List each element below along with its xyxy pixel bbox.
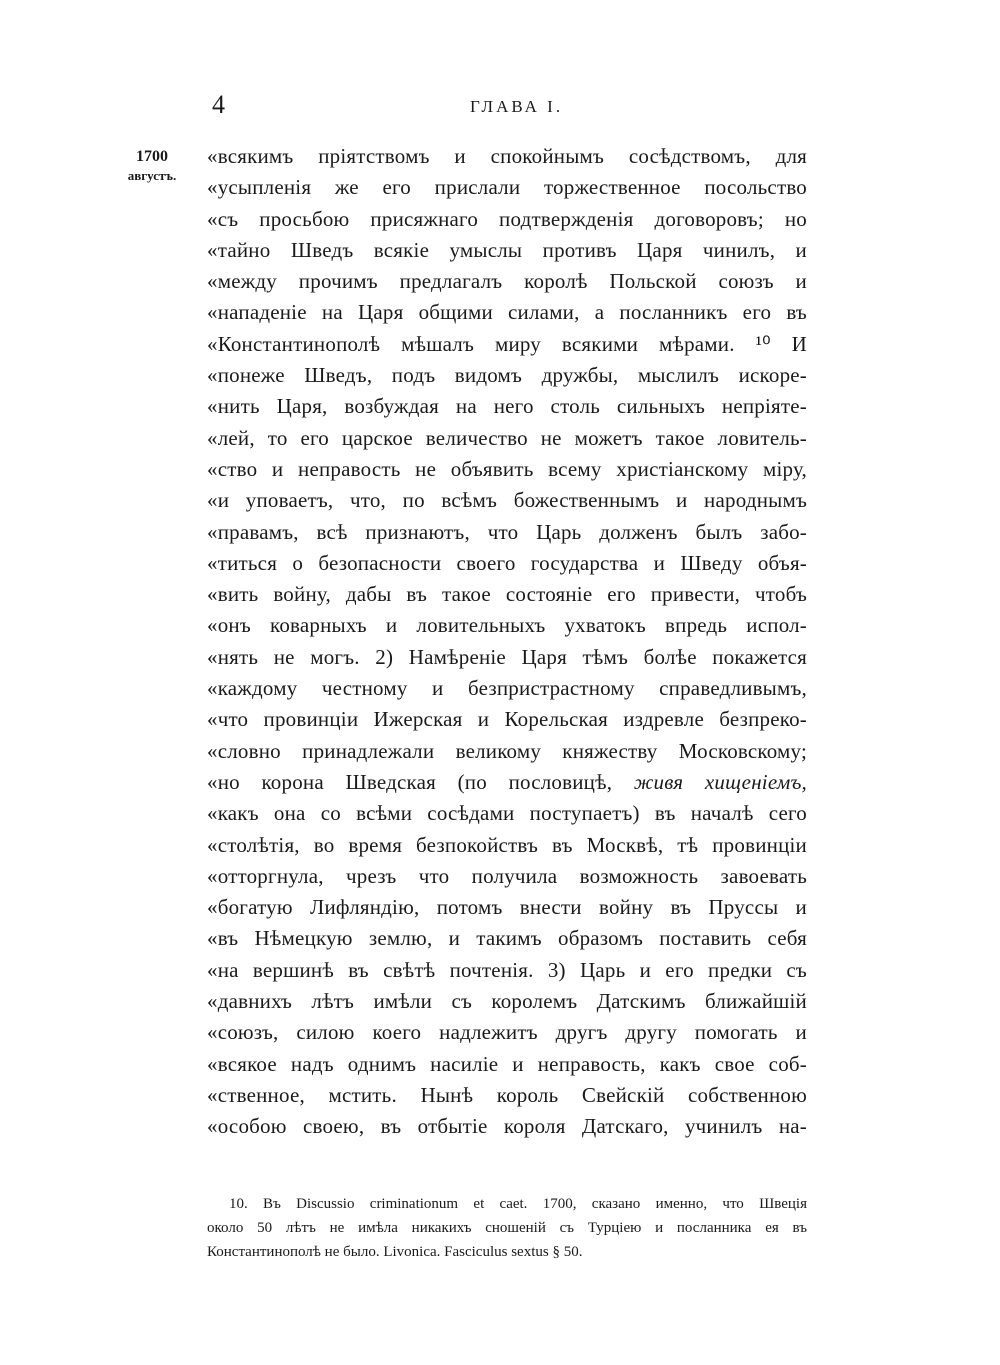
margin-date-note <box>112 147 192 185</box>
footnote-line: Константинополѣ не было. Livonica. Fasciculus sextus § 50. <box>207 1244 583 1260</box>
text-line: «богатую Лифляндію, потомъ внести войну въ Пруссы и <box>207 895 807 920</box>
text-line: «нять не могъ. 2) Намѣреніе Царя тѣмъ болѣе покажется <box>207 644 807 669</box>
text-line: «въ Нѣмецкую землю, и такимъ образомъ поставить себя <box>207 926 807 951</box>
footnote-line: около 50 лѣтъ не имѣла никакихъ сношеній съ Турціею и посланника ея въ <box>207 1220 807 1236</box>
text-line-start: «но корона Шведская (по пословицѣ, <box>207 769 613 794</box>
footnote-line: 10. Въ Discussio criminationum et caet. 1700, сказано именно, что Швеція <box>229 1196 807 1212</box>
text-line: «каждому честному и безпристрастному справедливымъ, <box>207 676 807 701</box>
text-line: «нападеніе на Царя общими силами, а посланникъ его въ <box>207 300 807 325</box>
text-line: «нить Царя, возбуждая на него столь сильныхъ непріяте- <box>207 394 807 419</box>
text-line: «и уповаетъ, что, по всѣмъ божественнымъ и народнымъ <box>207 488 807 513</box>
text-line: «какъ она со всѣми сосѣдами поступаетъ) въ началѣ сего <box>207 801 807 826</box>
text-line: «вить войну, дабы въ такое состояніе его привести, чтобъ <box>207 582 807 607</box>
text-line: «усыпленія же его прислали торжественное посольство <box>207 175 807 200</box>
text-line: «отторгнула, чрезъ что получила возможность завоевать <box>207 863 807 888</box>
text-line: «правамъ, всѣ признаютъ, что Царь долженъ былъ забо- <box>207 519 807 544</box>
text-line: «словно принадлежали великому княжеству Московскому; <box>207 738 807 763</box>
text-line: «особою своею, въ отбытіе короля Датскаго, учинилъ на- <box>207 1114 807 1139</box>
text-line: «онъ коварныхъ и ловительныхъ ухватокъ впредь испол- <box>207 613 807 638</box>
text-line: «что провинціи Ижерская и Корельская издревле безпреко- <box>207 707 807 732</box>
margin-year: 1700 <box>136 148 168 165</box>
chapter-title: ГЛАВА I. <box>470 97 564 116</box>
text-line: «ственное, мстить. Нынѣ король Свейскій собственною <box>207 1082 807 1107</box>
text-line: «понеже Шведъ, подъ видомъ дружбы, мыслилъ искоре- <box>207 363 807 388</box>
text-line: «между прочимъ предлагалъ королѣ Польской союзъ и <box>207 269 807 294</box>
text-line: «давнихъ лѣтъ имѣли съ королемъ Датскимъ ближайшій <box>207 989 807 1014</box>
text-line: «тайно Шведъ всякіе умыслы противъ Царя чинилъ, и <box>207 237 807 262</box>
text-line: «съ просьбою присяжнаго подтвержденія договоровъ; но <box>207 206 807 231</box>
text-line: «Константинополѣ мѣшалъ миру всякими мѣрами. ¹⁰ И <box>207 331 807 356</box>
text-line: «всякое надъ однимъ насиліе и неправость, какъ свое соб- <box>207 1051 807 1076</box>
page-number: 4 <box>212 90 225 119</box>
emphasis-phrase: живя хищеніемъ, <box>633 769 807 794</box>
text-line: «на вершинѣ въ свѣтѣ почтенія. 3) Царь и его предки съ <box>207 957 807 982</box>
text-line: «столѣтія, во время безпокойствъ въ Москвѣ, тѣ провинціи <box>207 832 807 857</box>
text-line: «всякимъ пріятствомъ и спокойнымъ сосѣдствомъ, для <box>207 144 807 168</box>
text-line: «союзъ, силою коего надлежитъ другъ другу помогать и <box>207 1020 807 1045</box>
text-line-with-emphasis <box>207 767 807 798</box>
text-line: «лей, то его царское величество не можетъ такое ловитель- <box>207 425 807 450</box>
footnote <box>207 1192 807 1264</box>
margin-month: августъ. <box>127 168 177 183</box>
main-text <box>207 141 807 1143</box>
text-line: «титься о безопасности своего государства и Шведу объя- <box>207 550 807 575</box>
text-line: «ство и неправость не объявить всему христіанскому міру, <box>207 456 807 481</box>
